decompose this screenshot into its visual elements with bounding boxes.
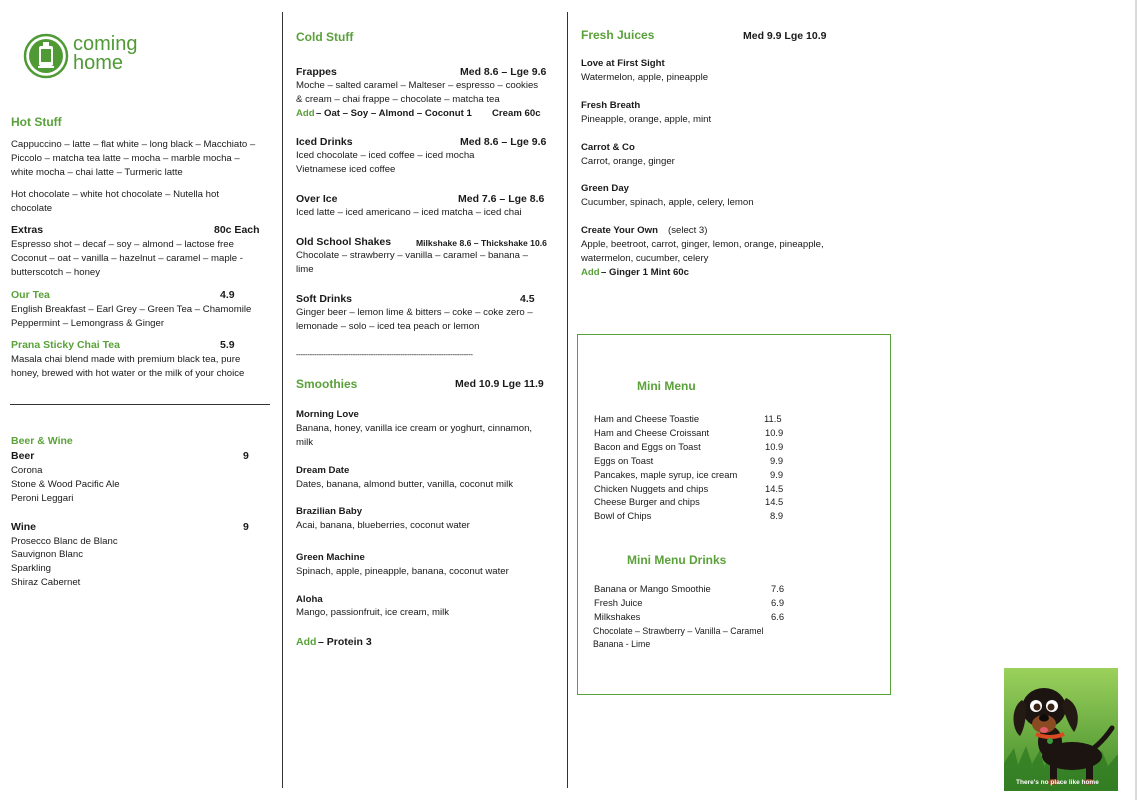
chai-title: Prana Sticky Chai Tea [11, 339, 120, 351]
dog-illustration [1004, 668, 1118, 791]
juice-name: Green Day [581, 183, 629, 194]
juice-ingredients: Cucumber, spinach, apple, celery, lemon [581, 197, 754, 208]
section-divider [10, 404, 270, 405]
smoothie-name: Morning Love [296, 409, 359, 420]
chocolate-line: Hot chocolate – white hot chocolate – Nutella hot [11, 189, 219, 200]
beer-item: Corona [11, 465, 43, 476]
shakes-title: Old School Shakes [296, 236, 392, 248]
frappes-title: Frappes [296, 66, 337, 78]
chocolate-line: chocolate [11, 203, 53, 214]
over-ice-title: Over Ice [296, 193, 338, 205]
soft-drinks-price: 4.5 [520, 293, 535, 305]
brand-line2: home [73, 52, 124, 74]
iced-drinks-title: Iced Drinks [296, 136, 353, 148]
mini-menu-item: Ham and Cheese Toastie [594, 413, 700, 424]
frappes-line: & cream – chai frappe – chocolate – matcha tea [296, 94, 500, 105]
mini-menu-price: 9.9 [770, 469, 784, 480]
chai-line: Masala chai blend made with premium black tea, pure [11, 354, 241, 365]
over-ice-price: Med 7.6 – Lge 8.6 [458, 193, 545, 205]
extras-line: Coconut – oat – vanilla – hazelnut – caramel – maple - [11, 253, 243, 264]
mini-menu-price: 9.9 [770, 455, 784, 466]
mini-menu-price: 14.5 [765, 483, 784, 494]
wine-item: Sauvignon Blanc [11, 549, 84, 560]
mini-drink-price: 6.9 [771, 597, 785, 608]
smoothie-name: Dream Date [296, 465, 350, 476]
smoothie-ingredients: Spinach, apple, pineapple, banana, coconut water [296, 566, 509, 577]
smoothie-name: Green Machine [296, 552, 365, 563]
soft-drinks-line: Ginger beer – lemon lime & bitters – coke – coke zero – [296, 307, 533, 318]
coffee-line: white mocha – chai latte – Turmeric latte [11, 167, 183, 178]
soft-drinks-title: Soft Drinks [296, 293, 353, 305]
dog-caption: There's no place like home [1016, 779, 1099, 786]
shakes-line: Chocolate – strawberry – vanilla – caramel – banana – [296, 250, 528, 261]
smoothies-add-protein: – Protein 3 [318, 636, 372, 648]
beer-title: Beer [11, 450, 35, 462]
mini-drink-item: Fresh Juice [594, 597, 643, 608]
beer-wine-title: Beer & Wine [11, 435, 73, 447]
juice-name: Carrot & Co [581, 142, 635, 153]
create-own-note: (select 3) [668, 225, 708, 236]
brand-line1: coming [73, 33, 138, 55]
mini-menu-item: Cheese Burger and chips [594, 496, 700, 507]
wine-item: Shiraz Cabernet [11, 577, 81, 588]
mini-drink-price: 7.6 [771, 583, 785, 594]
iced-drinks-line: Iced chocolate – iced coffee – iced mocha [296, 150, 475, 161]
mini-drinks-title: Mini Menu Drinks [627, 553, 727, 567]
frappes-add-cream: Cream 60c [492, 108, 541, 119]
beer-item: Stone & Wood Pacific Ale [11, 479, 120, 490]
smoothie-name: Brazilian Baby [296, 506, 363, 517]
mini-menu-title: Mini Menu [637, 379, 696, 393]
tea-price: 4.9 [220, 289, 235, 301]
mini-menu-item: Pancakes, maple syrup, ice cream [594, 469, 738, 480]
mini-menu-item: Ham and Cheese Croissant [594, 427, 710, 438]
beer-item: Peroni Leggari [11, 493, 74, 504]
milkshake-flavours: Banana - Lime [593, 639, 651, 649]
iced-drinks-line: Vietnamese iced coffee [296, 164, 396, 175]
smoothie-ingredients: Mango, passionfruit, ice cream, milk [296, 607, 450, 618]
tea-line: Peppermint – Lemongrass & Ginger [11, 318, 165, 329]
juice-name: Fresh Breath [581, 100, 641, 111]
juices-title: Fresh Juices [581, 28, 655, 42]
juice-ingredients: Watermelon, apple, pineapple [581, 72, 709, 83]
tea-line: English Breakfast – Earl Grey – Green Tea – Chamomile [11, 304, 252, 315]
juices-add-label: Add [581, 267, 600, 278]
create-own-line: watermelon, cucumber, celery [581, 253, 709, 264]
mini-menu-price: 10.9 [765, 441, 784, 452]
frappes-add-options: – Oat – Soy – Almond – Coconut 1 [316, 108, 472, 119]
shakes-price: Milkshake 8.6 – Thickshake 10.6 [416, 238, 547, 248]
smoothie-name: Aloha [296, 594, 323, 605]
soft-drinks-line: lemonade – solo – iced tea peach or lemon [296, 321, 480, 332]
create-own-line: Apple, beetroot, carrot, ginger, lemon, orange, pineapple, [581, 239, 824, 250]
smoothie-ingredients: milk [296, 437, 314, 448]
mini-drink-item: Milkshakes [594, 611, 641, 622]
cold-stuff-title: Cold Stuff [296, 30, 354, 44]
wine-title: Wine [11, 521, 36, 533]
extras-price: 80c Each [214, 224, 260, 236]
juices-add-options: – Ginger 1 Mint 60c [601, 267, 689, 278]
brand-logo [23, 33, 148, 79]
column-divider-2 [567, 12, 568, 788]
smoothie-ingredients: Dates, banana, almond butter, vanilla, coconut milk [296, 479, 514, 490]
chai-price: 5.9 [220, 339, 235, 351]
smoothie-ingredients: Banana, honey, vanilla ice cream or yoghurt, cinnamon, [296, 423, 533, 434]
milkshake-flavours: Chocolate – Strawberry – Vanilla – Caramel [593, 626, 764, 636]
tea-title: Our Tea [11, 289, 50, 301]
extras-line: Espresso shot – decaf – soy – almond – lactose free [11, 239, 234, 250]
extras-title: Extras [11, 224, 44, 236]
mini-menu-price: 10.9 [765, 427, 784, 438]
wine-item: Prosecco Blanc de Blanc [11, 536, 118, 547]
juice-ingredients: Carrot, orange, ginger [581, 156, 675, 167]
wine-item: Sparkling [11, 563, 51, 574]
dachshund-icon [1004, 668, 1118, 791]
dashed-divider: ------------------------------------------------------------------------------ [296, 350, 473, 359]
mini-menu-item: Bowl of Chips [594, 510, 652, 521]
smoothie-ingredients: Acai, banana, blueberries, coconut water [296, 520, 470, 531]
mini-menu-price: 14.5 [765, 496, 784, 507]
coffee-line: Piccolo – matcha tea latte – mocha – marble mocha – [11, 153, 240, 164]
smoothies-add-label: Add [296, 636, 317, 648]
extras-line: butterscotch – honey [11, 267, 101, 278]
chai-line: honey, brewed with hot water or the milk of your choice [11, 368, 245, 379]
shakes-line: lime [296, 264, 314, 275]
wine-price: 9 [243, 521, 249, 533]
beer-price: 9 [243, 450, 249, 462]
mini-menu-item: Eggs on Toast [594, 455, 654, 466]
juice-ingredients: Pineapple, orange, apple, mint [581, 114, 712, 125]
column-divider-1 [282, 12, 283, 788]
mini-menu-price: 8.9 [770, 510, 784, 521]
mini-menu-item: Chicken Nuggets and chips [594, 483, 709, 494]
smoothies-title: Smoothies [296, 377, 358, 391]
mini-menu-price: 11.5 [764, 413, 782, 424]
frappes-price: Med 8.6 – Lge 9.6 [460, 66, 547, 78]
mini-menu-item: Bacon and Eggs on Toast [594, 441, 701, 452]
juices-price: Med 9.9 Lge 10.9 [743, 30, 827, 42]
smoothies-price: Med 10.9 Lge 11.9 [455, 378, 544, 390]
mini-drink-item: Banana or Mango Smoothie [594, 583, 711, 594]
over-ice-line: Iced latte – iced americano – iced matcha – iced chai [296, 207, 522, 218]
create-own-title: Create Your Own [581, 225, 658, 236]
mini-drink-price: 6.6 [771, 611, 785, 622]
frappes-add-label: Add [296, 108, 315, 119]
juice-name: Love at First Sight [581, 58, 665, 69]
coffee-line: Cappuccino – latte – flat white – long black – Macchiato – [11, 139, 256, 150]
frappes-line: Moche – salted caramel – Malteser – espresso – cookies [296, 80, 539, 91]
hot-stuff-title: Hot Stuff [11, 115, 62, 129]
iced-drinks-price: Med 8.6 – Lge 9.6 [460, 136, 547, 148]
lantern-icon [23, 33, 69, 79]
